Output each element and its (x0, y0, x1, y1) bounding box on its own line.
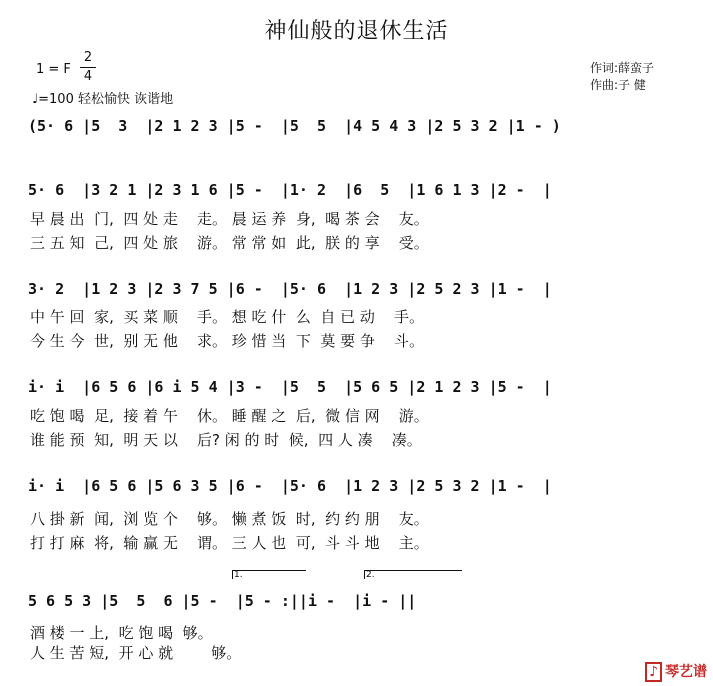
score-row-4-lyric-2: 谁 能 预 知, 明 天 以 后? 闲 的 时 候, 四 人 凑 凑。 (30, 431, 422, 449)
score-row-4-lyric-1: 吃 饱 喝 足, 接 着 午 休。 睡 醒 之 后, 微 信 网 游。 (30, 407, 429, 425)
score-row-3-lyric-1: 中 午 回 家, 买 菜 顺 手。 想 吃 什 么 自 已 动 手。 (30, 308, 424, 326)
score-row-2-notes: 5· 6 |3 2 1 |2 3 1 6 |5 - |1· 2 |6 5 |1 6 1 3 |2 - | (28, 181, 552, 199)
score-row-6-notes: 5 6 5 3 |5 5 6 |5 - |5 - :||i - |i - || (28, 592, 417, 610)
score-row-6-lyric-1: 酒 楼 一 上, 吃 饱 喝 够。 (30, 624, 213, 642)
volta-1: 1. (232, 570, 306, 579)
score-row-2-lyric-2: 三 五 知 己, 四 处 旅 游。 常 常 如 此, 朕 的 享 受。 (30, 234, 429, 252)
site-logo: ♪ 琴艺谱 (645, 661, 707, 682)
score-row-5-notes: i· i |6 5 6 |5 6 3 5 |6 - |5· 6 |1 2 3 |2 5 3 2 |1 - | (28, 477, 552, 495)
score-row-6-lyric-2: 人 生 苦 短, 开 心 就 够。 (30, 644, 242, 662)
score-row-2-lyric-1: 早 晨 出 门, 四 处 走 走。 晨 运 养 身, 喝 茶 会 友。 (30, 210, 429, 228)
score-row-3-notes: 3· 2 |1 2 3 |2 3 7 5 |6 - |5· 6 |1 2 3 |2 5 2 3 |1 - | (28, 280, 552, 298)
key-signature: 1 = F (36, 62, 71, 77)
logo-icon: ♪ (645, 662, 662, 682)
score-row-3-lyric-2: 今 生 今 世, 别 无 他 求。 珍 惜 当 下 莫 要 争 斗。 (30, 332, 424, 350)
score-row-1-notes: (5· 6 |5 3 |2 1 2 3 |5 - |5 5 |4 5 4 3 |2 5 3 2 |1 - ) (28, 117, 561, 135)
score-row-5-lyric-1: 八 掛 新 闻, 浏 览 个 够。 懒 煮 饭 时, 约 约 朋 友。 (30, 510, 429, 528)
score-row-5-lyric-2: 打 打 麻 将, 输 赢 无 谓。 三 人 也 可, 斗 斗 地 主。 (30, 534, 429, 552)
tempo-marking: ♩=100 轻松愉快 诙谐地 (32, 92, 174, 107)
time-signature-top: 2 (83, 50, 93, 65)
time-signature-bottom: 4 (83, 69, 93, 84)
lyricist: 作词:薛蛮子 (590, 61, 655, 75)
page-title: 神仙般的退休生活 (264, 19, 449, 44)
volta-2: 2. (364, 570, 462, 579)
composer: 作曲:子 健 (590, 78, 646, 92)
score-row-4-notes: i· i |6 5 6 |6 i 5 4 |3 - |5 5 |5 6 5 |2 1 2 3 |5 - | (28, 378, 552, 396)
